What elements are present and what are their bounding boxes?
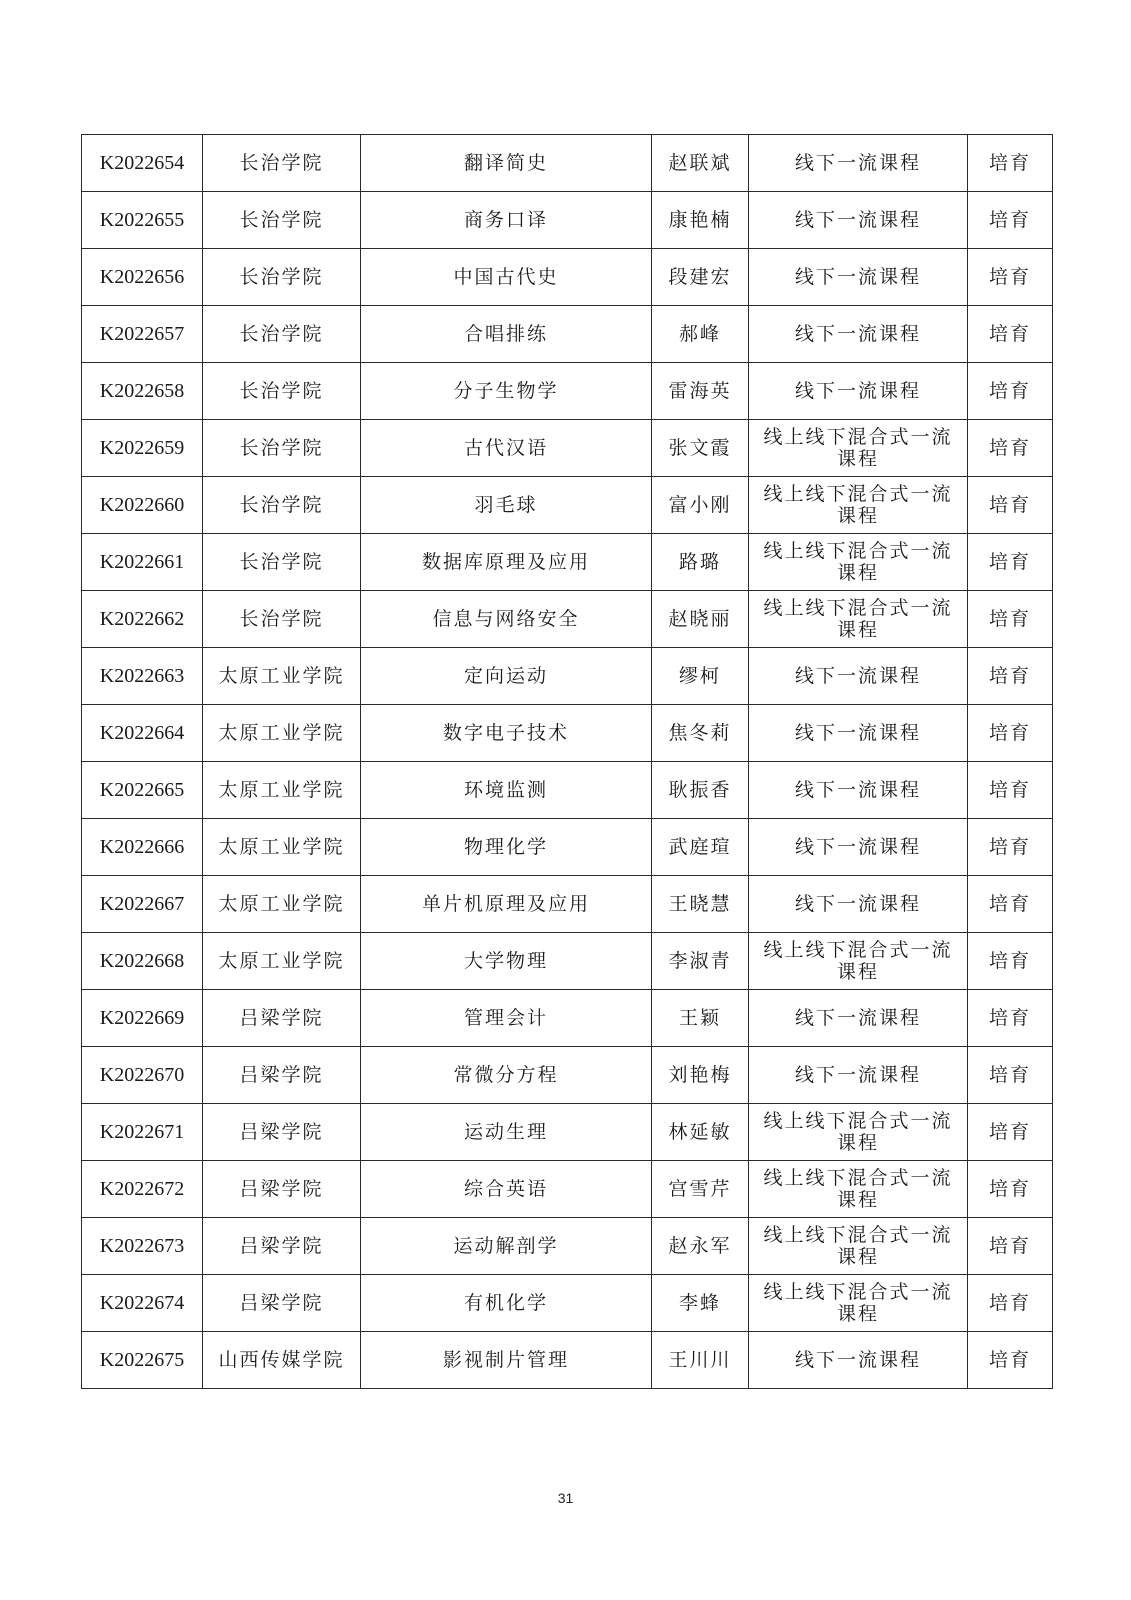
cell-course-id: K2022661 (82, 534, 203, 591)
cell-course-id: K2022662 (82, 591, 203, 648)
course-table (81, 134, 1053, 1389)
cell-status: 培育 (968, 591, 1053, 648)
page-number: 31 (557, 1490, 574, 1506)
cell-person: 段建宏 (652, 249, 749, 306)
cell-person: 郝峰 (652, 306, 749, 363)
table-row (82, 819, 1053, 876)
cell-course-type: 线下一流课程 (749, 762, 968, 819)
cell-school: 长治学院 (203, 306, 361, 363)
cell-course-type: 线下一流课程 (749, 819, 968, 876)
cell-course-name: 影视制片管理 (361, 1332, 652, 1389)
cell-course-type: 线下一流课程 (749, 192, 968, 249)
table-row (82, 591, 1053, 648)
cell-course-id: K2022675 (82, 1332, 203, 1389)
table-row (82, 249, 1053, 306)
cell-course-id: K2022673 (82, 1218, 203, 1275)
cell-school: 太原工业学院 (203, 933, 361, 990)
cell-course-name: 有机化学 (361, 1275, 652, 1332)
cell-course-id: K2022669 (82, 990, 203, 1047)
cell-person: 赵晓丽 (652, 591, 749, 648)
table-row (82, 192, 1053, 249)
table-row (82, 705, 1053, 762)
cell-course-id: K2022656 (82, 249, 203, 306)
cell-course-type: 线下一流课程 (749, 135, 968, 192)
cell-course-type: 线下一流课程 (749, 876, 968, 933)
cell-course-name: 数字电子技术 (361, 705, 652, 762)
cell-course-type: 线下一流课程 (749, 1047, 968, 1104)
table-body (82, 135, 1053, 1389)
cell-status: 培育 (968, 762, 1053, 819)
table-row (82, 762, 1053, 819)
cell-course-name: 定向运动 (361, 648, 652, 705)
cell-school: 山西传媒学院 (203, 1332, 361, 1389)
cell-course-name: 运动生理 (361, 1104, 652, 1161)
cell-school: 吕梁学院 (203, 1161, 361, 1218)
cell-school: 长治学院 (203, 363, 361, 420)
table-row (82, 1161, 1053, 1218)
cell-person: 赵永军 (652, 1218, 749, 1275)
cell-status: 培育 (968, 1104, 1053, 1161)
cell-school: 长治学院 (203, 249, 361, 306)
table-row (82, 1218, 1053, 1275)
cell-person: 耿振香 (652, 762, 749, 819)
cell-status: 培育 (968, 1161, 1053, 1218)
cell-status: 培育 (968, 876, 1053, 933)
cell-school: 吕梁学院 (203, 1275, 361, 1332)
cell-status: 培育 (968, 249, 1053, 306)
cell-course-type: 线上线下混合式一流课程 (749, 477, 968, 534)
cell-course-type: 线下一流课程 (749, 648, 968, 705)
cell-course-id: K2022670 (82, 1047, 203, 1104)
cell-person: 王川川 (652, 1332, 749, 1389)
table-row (82, 477, 1053, 534)
cell-course-type: 线上线下混合式一流课程 (749, 534, 968, 591)
table-row (82, 876, 1053, 933)
cell-course-id: K2022654 (82, 135, 203, 192)
cell-course-id: K2022666 (82, 819, 203, 876)
cell-course-id: K2022660 (82, 477, 203, 534)
cell-course-name: 单片机原理及应用 (361, 876, 652, 933)
cell-person: 李蜂 (652, 1275, 749, 1332)
table-row (82, 306, 1053, 363)
cell-person: 雷海英 (652, 363, 749, 420)
cell-person: 缪柯 (652, 648, 749, 705)
cell-course-id: K2022655 (82, 192, 203, 249)
table-row (82, 1332, 1053, 1389)
cell-person: 刘艳梅 (652, 1047, 749, 1104)
cell-status: 培育 (968, 306, 1053, 363)
cell-school: 太原工业学院 (203, 705, 361, 762)
cell-course-type: 线下一流课程 (749, 990, 968, 1047)
cell-course-type: 线上线下混合式一流课程 (749, 420, 968, 477)
cell-course-name: 常微分方程 (361, 1047, 652, 1104)
cell-course-name: 合唱排练 (361, 306, 652, 363)
cell-person: 宫雪芹 (652, 1161, 749, 1218)
cell-course-type: 线上线下混合式一流课程 (749, 1275, 968, 1332)
cell-person: 赵联斌 (652, 135, 749, 192)
cell-school: 长治学院 (203, 477, 361, 534)
cell-person: 李淑青 (652, 933, 749, 990)
cell-course-id: K2022668 (82, 933, 203, 990)
cell-person: 林延敏 (652, 1104, 749, 1161)
cell-status: 培育 (968, 192, 1053, 249)
cell-status: 培育 (968, 705, 1053, 762)
cell-status: 培育 (968, 1218, 1053, 1275)
cell-status: 培育 (968, 420, 1053, 477)
cell-course-name: 古代汉语 (361, 420, 652, 477)
cell-course-type: 线下一流课程 (749, 1332, 968, 1389)
cell-school: 太原工业学院 (203, 648, 361, 705)
cell-course-name: 分子生物学 (361, 363, 652, 420)
cell-course-id: K2022657 (82, 306, 203, 363)
cell-course-type: 线上线下混合式一流课程 (749, 591, 968, 648)
cell-status: 培育 (968, 1275, 1053, 1332)
cell-school: 太原工业学院 (203, 819, 361, 876)
cell-status: 培育 (968, 1047, 1053, 1104)
table-row (82, 1104, 1053, 1161)
cell-course-name: 商务口译 (361, 192, 652, 249)
table-row (82, 1275, 1053, 1332)
cell-course-id: K2022671 (82, 1104, 203, 1161)
cell-school: 吕梁学院 (203, 1047, 361, 1104)
cell-school: 吕梁学院 (203, 1104, 361, 1161)
cell-course-name: 翻译简史 (361, 135, 652, 192)
cell-status: 培育 (968, 648, 1053, 705)
cell-school: 吕梁学院 (203, 990, 361, 1047)
cell-person: 王颖 (652, 990, 749, 1047)
cell-course-type: 线上线下混合式一流课程 (749, 933, 968, 990)
cell-course-id: K2022667 (82, 876, 203, 933)
cell-course-type: 线下一流课程 (749, 363, 968, 420)
cell-person: 富小刚 (652, 477, 749, 534)
cell-status: 培育 (968, 819, 1053, 876)
cell-status: 培育 (968, 363, 1053, 420)
table-row (82, 1047, 1053, 1104)
cell-status: 培育 (968, 1332, 1053, 1389)
cell-status: 培育 (968, 135, 1053, 192)
cell-course-id: K2022672 (82, 1161, 203, 1218)
cell-person: 康艳楠 (652, 192, 749, 249)
cell-course-name: 管理会计 (361, 990, 652, 1047)
table-row (82, 534, 1053, 591)
cell-course-id: K2022674 (82, 1275, 203, 1332)
cell-course-type: 线下一流课程 (749, 306, 968, 363)
cell-course-name: 大学物理 (361, 933, 652, 990)
table-row (82, 933, 1053, 990)
cell-person: 张文霞 (652, 420, 749, 477)
cell-school: 太原工业学院 (203, 762, 361, 819)
cell-school: 长治学院 (203, 591, 361, 648)
table-row (82, 135, 1053, 192)
cell-course-name: 综合英语 (361, 1161, 652, 1218)
cell-course-name: 信息与网络安全 (361, 591, 652, 648)
cell-status: 培育 (968, 933, 1053, 990)
cell-course-type: 线上线下混合式一流课程 (749, 1104, 968, 1161)
cell-course-type: 线下一流课程 (749, 249, 968, 306)
cell-course-id: K2022658 (82, 363, 203, 420)
cell-course-type: 线上线下混合式一流课程 (749, 1161, 968, 1218)
table-row (82, 420, 1053, 477)
cell-course-name: 环境监测 (361, 762, 652, 819)
cell-school: 长治学院 (203, 534, 361, 591)
cell-course-name: 中国古代史 (361, 249, 652, 306)
cell-school: 长治学院 (203, 420, 361, 477)
cell-course-name: 物理化学 (361, 819, 652, 876)
cell-person: 焦冬莉 (652, 705, 749, 762)
cell-school: 太原工业学院 (203, 876, 361, 933)
cell-course-id: K2022665 (82, 762, 203, 819)
cell-school: 长治学院 (203, 135, 361, 192)
cell-status: 培育 (968, 534, 1053, 591)
cell-course-id: K2022659 (82, 420, 203, 477)
table-row (82, 363, 1053, 420)
cell-person: 路璐 (652, 534, 749, 591)
cell-course-id: K2022663 (82, 648, 203, 705)
cell-course-name: 羽毛球 (361, 477, 652, 534)
cell-status: 培育 (968, 990, 1053, 1047)
cell-course-type: 线上线下混合式一流课程 (749, 1218, 968, 1275)
table-row (82, 648, 1053, 705)
cell-school: 长治学院 (203, 192, 361, 249)
cell-course-name: 数据库原理及应用 (361, 534, 652, 591)
cell-person: 王晓慧 (652, 876, 749, 933)
cell-school: 吕梁学院 (203, 1218, 361, 1275)
cell-course-type: 线下一流课程 (749, 705, 968, 762)
table-row (82, 990, 1053, 1047)
cell-course-name: 运动解剖学 (361, 1218, 652, 1275)
cell-status: 培育 (968, 477, 1053, 534)
cell-person: 武庭瑄 (652, 819, 749, 876)
cell-course-id: K2022664 (82, 705, 203, 762)
